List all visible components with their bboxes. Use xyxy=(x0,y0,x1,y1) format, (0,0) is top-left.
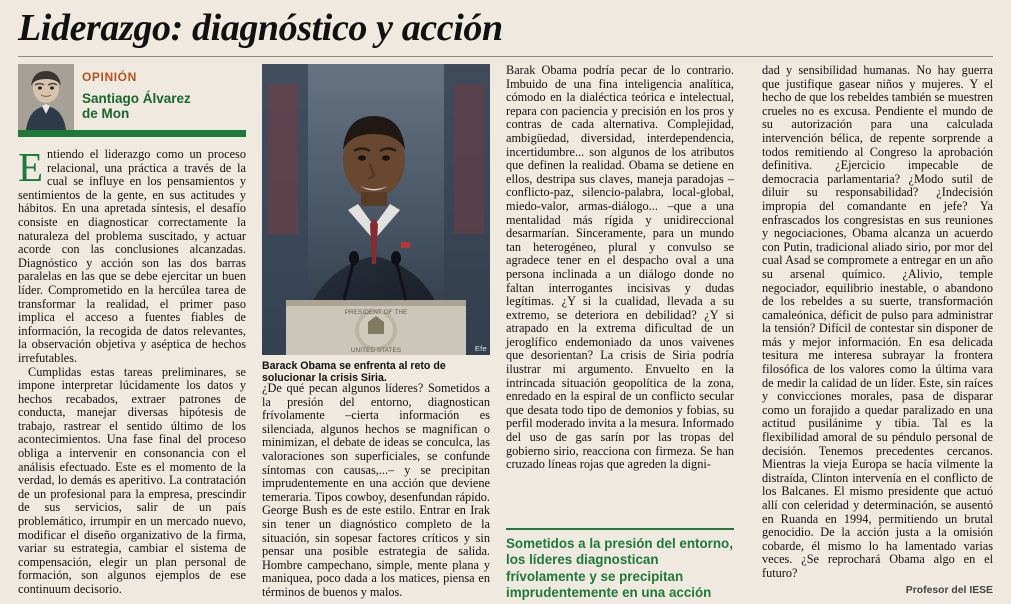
paragraph-text: ¿De qué pecan algunos líderes? Sometidos a la presión del entorno, diagnostican frívolamente –cierta información es silenciada, algunos hechos se magnifican o minimizan, el debate de ideas se conculca, las valoraciones son superficiales, se confunde síntomas con causas,...– y se precipitan imprudentemente en una acción que deviene temeraria. Tipos cowboy, desenfundan rápido. George Bush es de este estilo. Entrar en Irak sin tener un diagnóstico completo de la situación, sin sopesar factores críticos y sin pensar una posible estrategia de salida. Hombre campechano, simple, mente plana y maniquea, poco dada a los matices, piensa en términos de buenos y malos. xyxy=(262,381,490,599)
header-divider xyxy=(18,56,993,57)
author-role: Profesor del IESE xyxy=(905,585,993,596)
article-column-3 xyxy=(506,64,734,472)
article-photo xyxy=(262,64,490,355)
page-title: Liderazgo: diagnóstico y acción xyxy=(18,7,503,49)
byline xyxy=(18,64,246,130)
svg-text:UNITED STATES: UNITED STATES xyxy=(350,347,402,354)
photo-credit: Efe xyxy=(474,344,487,353)
author-portrait xyxy=(18,64,74,130)
drop-cap: E xyxy=(18,144,44,190)
byline-accent-bar xyxy=(18,130,246,137)
pull-quote: Sometidos a la presión del entorno, los líderes diagnostican frívolamente y se precipitan imprudentemente en una acción xyxy=(506,528,734,602)
paragraph-text: dad y sensibilidad humanas. No hay guerra que justifique gasear niños y mujeres. Y el hecho de que los rebeldes también se muestren crueles no es excusa. Pendiente el mundo de su autorización para una calculada intervención bélica, de repente sorprende a todos remitiendo al Congreso la aprobación definitiva. ¿Ejercicio impecable de democracia parlamentaria? ¿Modo sutil de diluir su responsabilidad? ¿Indecisión impropia del comandante en jefe? Ya enfrascados los congresistas en sus reuniones y negociaciones, Obama alcanza un acuerdo con Putin, tradicional aliado sirio, por mor del cual Asad se compromete a entregar en un año su arsenal químico. ¿Alivio, temple negociador, equilibrio inestable, o abandono de los rebeldes a su suerte, transformación camaleónica, déficit de pulso para administrar la tensión? Difícil de contestar sin disponer de más y mejor información. En esa delicada tesitura me interesa subrayar la frontera filosófica de los valores como la última vara de medir la calidad de un líder. Este, sin raíces y convicciones morales, pasa de disparar como un forajido a quedar paralizado en una actitud pusilánime y tibia. Tal es la flexibilidad amoral de su péndulo personal de decisión. Tenemos precedentes cercanos. Mientras la vieja Europa se hacía vilmente la distraída, Clinton intervenía en el conflicto de los Balcanes. El mismo presidente que actuó allí con celeridad y determinación, se ausentó en Ruanda en 1994, permitiendo un brutal genocidio. De la acción justa a la omisión cobarde, él mismo lo ha lamentado varias veces. ¿Se reprochará Obama algo en el futuro? xyxy=(762,63,993,580)
paragraph-text: ntiendo el liderazgo como un proceso relacional, una práctica a través de la cual se influye en los pensamientos y sentimientos de la gente, en sus actitudes y hábitos. En una apretada síntesis, el desafío consiste en diagnosticar correctamente la naturaleza del problema suscitado, y actuar acorde con las conclusiones alcanzadas. Diagnóstico y acción son las dos barras paralelas en las que se debe ejercitar un buen líder. Comprometido en la hercúlea tarea de transformar la realidad, el primer paso implica el acceso a fuentes fiables de información, la recogida de datos relevantes, la observación objetiva y aséptica de hechos irrefutables. xyxy=(18,147,246,365)
paragraph-text: Cumplidas estas tareas preliminares, se impone interpretar lúcidamente los datos y hechos recabados, extraer patrones de conducta, manejar diversas hipótesis de trabajo, rastrear el sentido último de los acontecimientos. Una fase final del proceso obliga a intervenir en consonancia con el análisis efectuado. Este es el momento de la verdad, lo demás es aperitivo. La contratación de un profesional para la empresa, prescindir de sus servicios, salir de un país problemático, irrumpir en un mercado nuevo, modificar el diseño organizativo de la firma, variar su estrategia, cambiar el sistema de compensación, elegir un plan personal de formación, son algunos ejemplos de ese continuum decisorio. xyxy=(18,364,246,596)
author-name-line1: Santiago Álvarez xyxy=(82,91,191,106)
section-label: OPINIÓN xyxy=(82,70,137,84)
article-column-2 xyxy=(262,382,490,600)
article-column-1 xyxy=(18,144,246,597)
paragraph-text: Barak Obama podría pecar de lo contrario. Imbuido de una fina inteligencia analítica, cómodo en la dialéctica teórica e intelectual, repara con paciencia y precisión en los pros y contras de cada alternativa. Complejidad, ambigüedad, diversidad, interdependencia, incertidumbre... son algunos de los atributos que definen la realidad. Obama se detiene en ellos, destripa sus claves, maneja paradojas –conflicto-paz, silencio-palabra, local-global, miedo-valor, armas-diálogo... –que a una mentalidad más rígida y unidireccional desarmarían. Sinceramente, para un mundo tan heterogéneo, plural y convulso se agradece tener en el despacho oval a una persona inclinada a un diálogo donde no faltan interrogantes incisivas y dudas legítimas. ¿Y si la cualidad, llevada a su extremo, se deteriora en debilidad? ¿Y si atrapado en la extrema dificultad de un jeroglífico endemoniado da unos vaivenes que desorientan? La crisis de Siria podría ilustrar mi argumento. Envuelto en la intrincada situación geopolítica de la zona, enredado en la espiral de un conflicto secular que desata todo tipo de demonios y fobias, su perfil moderado invita a la mesura. Informado del uso de gas sarín por las tropas del gobierno sirio, reacciona con firmeza. Se han cruzado líneas rojas que agreden la digni- xyxy=(506,63,734,472)
svg-text:PRESIDENT OF THE: PRESIDENT OF THE xyxy=(344,309,408,316)
article-column-4 xyxy=(762,64,993,581)
author-name-line2: de Mon xyxy=(82,106,130,121)
photo-caption: Barack Obama se enfrenta al reto de solucionar la crisis Siria. xyxy=(262,360,446,385)
